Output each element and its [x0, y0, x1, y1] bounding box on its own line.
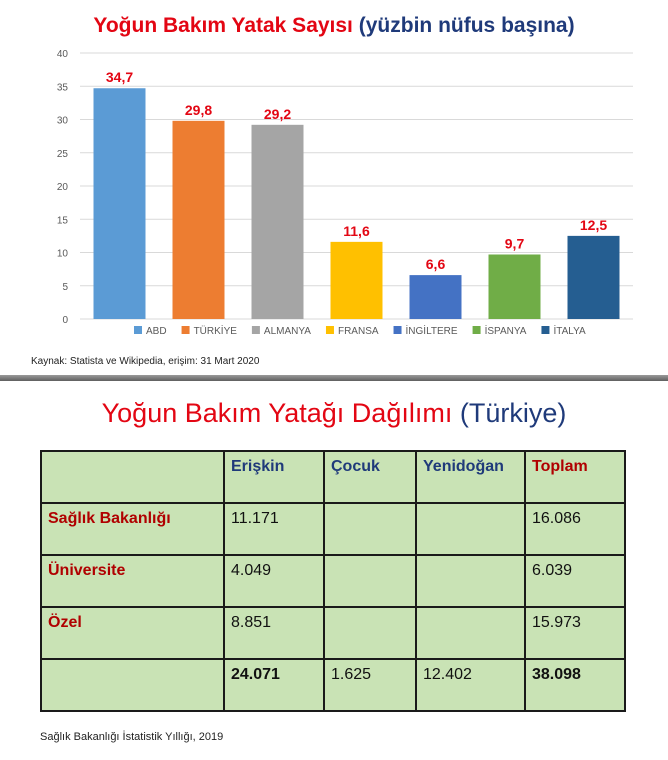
row-label-saglik-bakanligi: Sağlık Bakanlığı [41, 503, 224, 555]
bar [94, 88, 146, 319]
cell-yenidogan-total: 12.402 [416, 659, 525, 711]
cell-toplam: 6.039 [525, 555, 625, 607]
row-label-universite: Üniversite [41, 555, 224, 607]
bar [331, 242, 383, 319]
cell-eriskin: 4.049 [224, 555, 324, 607]
chart-source-note: Kaynak: Statista ve Wikipedia, erişim: 31 Mart 2020 [31, 356, 260, 367]
legend-label: İTALYA [553, 326, 586, 337]
cell-cocuk [324, 555, 416, 607]
header-cocuk: Çocuk [324, 451, 416, 503]
cell-eriskin-total: 24.071 [224, 659, 324, 711]
cell-cocuk [324, 607, 416, 659]
cell-toplam: 15.973 [525, 607, 625, 659]
chart-title-unit: (yüzbin nüfus başına) [358, 14, 575, 37]
y-tick-label: 30 [56, 115, 68, 127]
cell-toplam: 16.086 [525, 503, 625, 555]
legend-swatch [394, 326, 402, 334]
data-label: 12,5 [579, 216, 608, 233]
y-tick-label: 15 [56, 215, 68, 227]
bar [410, 275, 462, 319]
chart-title-main: Yoğun Bakım Yatak Sayısı [93, 14, 353, 37]
data-label: 6,6 [425, 256, 446, 273]
legend-label: İNGİLTERE [405, 326, 458, 337]
y-tick-label: 40 [56, 49, 68, 60]
row-label-ozel: Özel [41, 607, 224, 659]
legend-swatch [252, 326, 260, 334]
bar [489, 254, 541, 319]
legend-swatch [134, 326, 142, 334]
y-tick-label: 20 [56, 182, 68, 193]
table-header-row [41, 451, 625, 503]
bar [568, 236, 620, 319]
legend-swatch [473, 326, 481, 334]
row-label-total [41, 659, 224, 711]
cell-eriskin: 11.171 [224, 503, 324, 555]
data-label: 29,2 [263, 105, 292, 122]
bar [173, 121, 225, 319]
legend-label: ALMANYA [263, 326, 311, 337]
header-cell-empty [41, 451, 224, 503]
table-row [41, 503, 625, 555]
table-title-region: (Türkiye) [459, 398, 567, 428]
cell-yenidogan [416, 555, 525, 607]
legend-label: ABD [146, 326, 167, 337]
cell-toplam-total: 38.098 [525, 659, 625, 711]
legend-swatch [182, 326, 190, 334]
table-title-main: Yoğun Bakım Yatağı Dağılımı [101, 398, 453, 428]
cell-cocuk [324, 503, 416, 555]
legend-swatch [541, 326, 549, 334]
y-tick-label: 10 [56, 248, 68, 260]
data-label: 34,7 [105, 69, 134, 86]
header-eriskin: Erişkin [224, 451, 324, 503]
data-label: 29,8 [184, 101, 213, 118]
chart-title [0, 14, 668, 38]
cell-yenidogan [416, 607, 525, 659]
y-tick-label: 0 [62, 315, 68, 326]
cell-cocuk-total: 1.625 [324, 659, 416, 711]
legend-label: TÜRKİYE [193, 326, 237, 337]
section-divider [0, 375, 668, 381]
data-label: 11,6 [343, 222, 370, 239]
table-title [0, 398, 668, 429]
legend-label: FRANSA [337, 326, 379, 337]
table-total-row [41, 659, 625, 711]
cell-eriskin: 8.851 [224, 607, 324, 659]
legend-label: İSPANYA [484, 326, 527, 337]
y-tick-label: 35 [56, 82, 68, 94]
table-row [41, 607, 625, 659]
distribution-table [40, 450, 626, 712]
table-row [41, 555, 625, 607]
legend-swatch [326, 326, 334, 334]
bar [252, 125, 304, 319]
y-tick-label: 5 [62, 281, 68, 293]
table-source-note: Sağlık Bakanlığı İstatistik Yıllığı, 2019 [40, 731, 224, 743]
header-toplam: Toplam [525, 451, 625, 503]
bar-chart [0, 40, 668, 350]
y-tick-label: 25 [56, 148, 68, 160]
cell-yenidogan [416, 503, 525, 555]
header-yenidogan: Yenidoğan [416, 451, 525, 503]
data-label: 9,7 [504, 235, 525, 252]
